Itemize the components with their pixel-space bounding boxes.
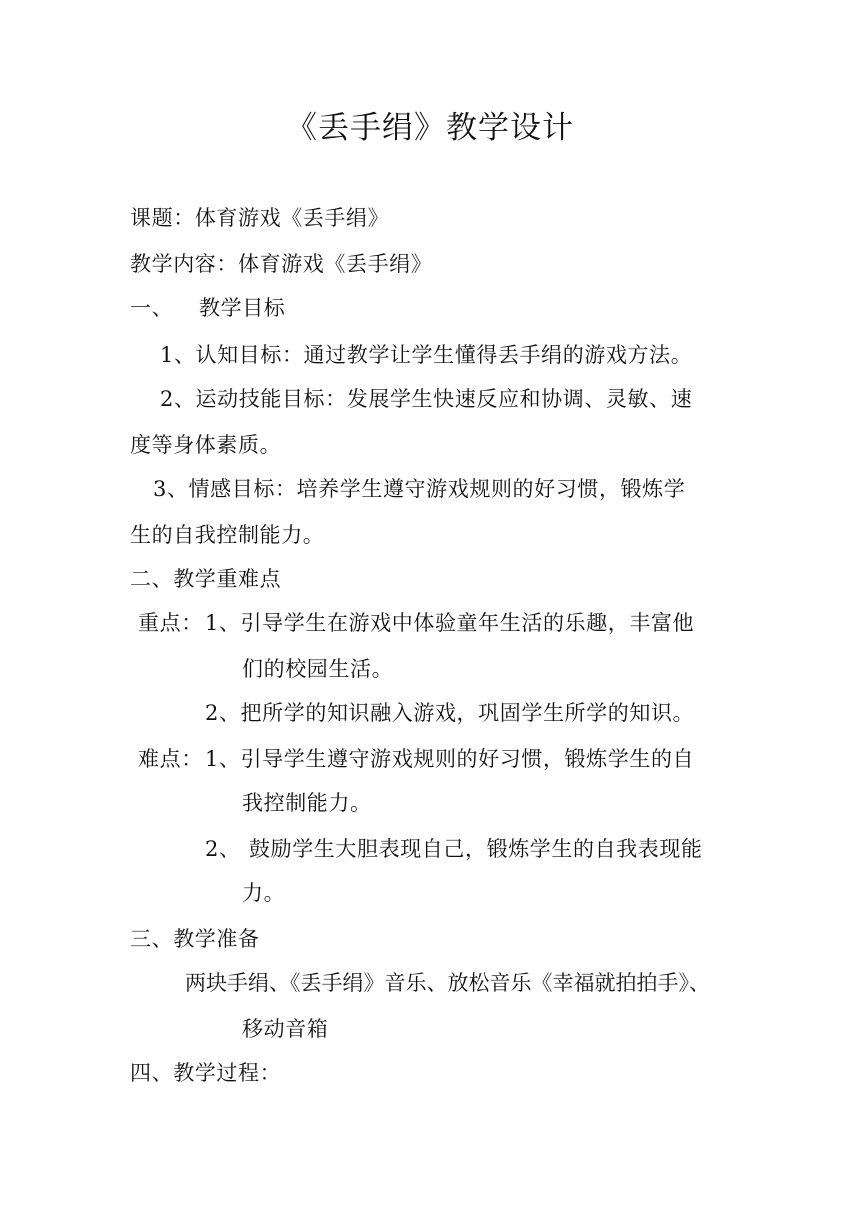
- section2-heading: 二、教学重难点: [130, 567, 282, 591]
- difficult-points-label: 难点：: [138, 747, 203, 771]
- goal-motor-line1: 2、运动技能目标：发展学生快速反应和协调、灵敏、速: [160, 387, 693, 411]
- goal-emotion-line2: 生的自我控制能力。: [130, 523, 325, 547]
- goal-cognitive: 1、认知目标：通过教学让学生懂得丢手绢的游戏方法。: [160, 343, 693, 367]
- difficult-point-2-line2: 力。: [242, 881, 286, 905]
- section1-heading-number: 一、: [130, 296, 174, 320]
- difficult-point-2-line1: 鼓励学生大胆表现自己，锻炼学生的自我表现能: [249, 837, 703, 861]
- section1-heading: 教学目标: [199, 296, 286, 320]
- difficult-point-2-number: 2、: [205, 837, 241, 861]
- preparation-line2: 移动音箱: [242, 1017, 329, 1041]
- goal-motor-line2: 度等身体素质。: [130, 433, 282, 457]
- key-point-2: 2、把所学的知识融入游戏，巩固学生所学的知识。: [205, 701, 695, 725]
- difficult-point-1-line1: 1、引导学生遵守游戏规则的好习惯，锻炼学生的自: [205, 747, 695, 771]
- document-title: 《丢手绢》教学设计: [286, 110, 574, 146]
- content-line: 教学内容：体育游戏《丢手绢》: [130, 252, 433, 276]
- key-points-label: 重点：: [138, 611, 203, 635]
- difficult-point-1-line2: 我控制能力。: [242, 791, 372, 815]
- key-point-1-line2: 们的校园生活。: [242, 657, 394, 681]
- topic-line: 课题：体育游戏《丢手绢》: [130, 206, 390, 230]
- goal-emotion-line1: 3、情感目标：培养学生遵守游戏规则的好习惯，锻炼学: [153, 477, 686, 501]
- key-point-1-line1: 1、引导学生在游戏中体验童年生活的乐趣，丰富他: [205, 611, 695, 635]
- section3-heading: 三、教学准备: [130, 927, 260, 951]
- section4-heading: 四、教学过程：: [130, 1061, 282, 1085]
- preparation-line1: 两块手绢、《丢手绢》音乐、放松音乐《幸福就拍拍手》、: [185, 971, 710, 995]
